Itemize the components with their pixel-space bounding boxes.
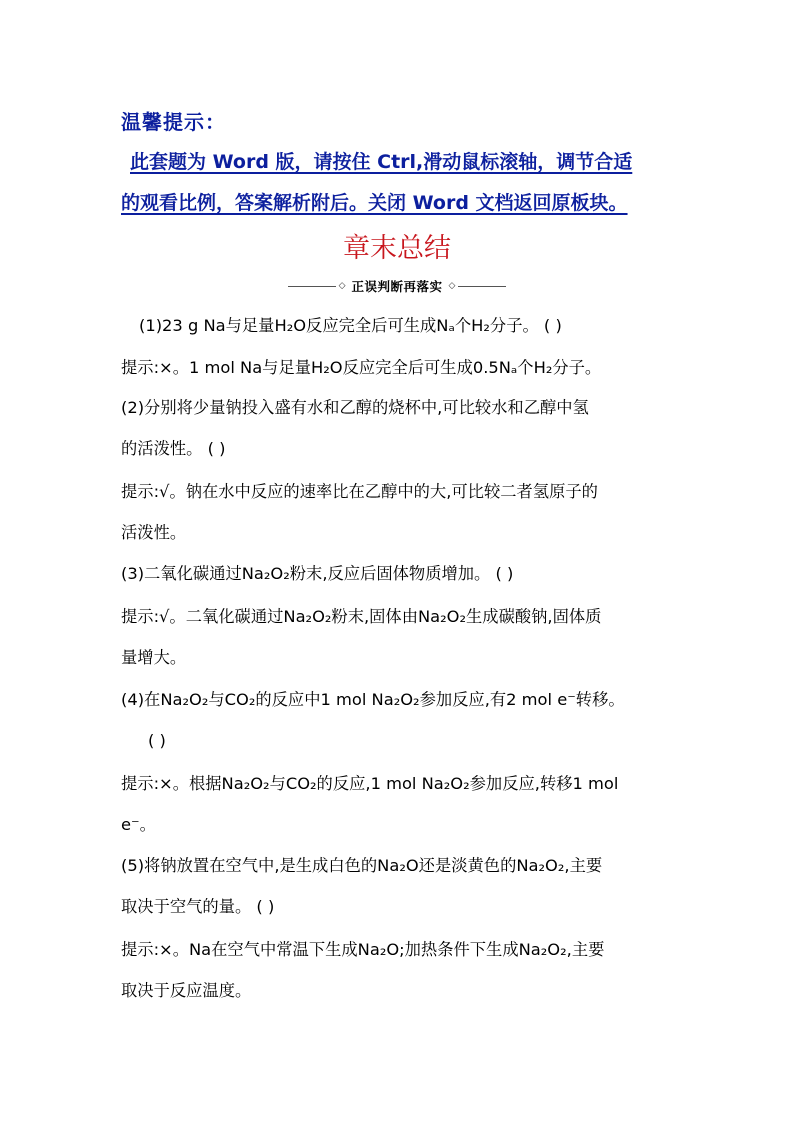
section-banner — [0, 277, 794, 295]
banner-rule-right — [458, 286, 506, 287]
banner-rule-left — [288, 286, 336, 287]
question-2-line-2: 的活泼性。 ( ) — [121, 439, 226, 458]
answer-3-line-1: 提示:√。二氧化碳通过Na₂O₂粉末,固体由Na₂O₂生成碳酸钠,固体质 — [121, 607, 602, 626]
answer-4-line-1: 提示:×。根据Na₂O₂与CO₂的反应,1 mol Na₂O₂参加反应,转移1 mol — [121, 774, 619, 793]
answer-2-line-1: 提示:√。钠在水中反应的速率比在乙醇中的大,可比较二者氢原子的 — [121, 482, 598, 501]
notice-line-1[interactable]: 此套题为 Word 版，请按住 Ctrl,滑动鼠标滚轴，调节合适 — [130, 151, 633, 173]
diamond-icon: ◇ — [448, 281, 456, 291]
question-3: (3)二氧化碳通过Na₂O₂粉末,反应后固体物质增加。 ( ) — [121, 564, 514, 583]
question-5-line-2: 取决于空气的量。 ( ) — [121, 897, 275, 916]
answer-2-line-2: 活泼性。 — [121, 523, 187, 542]
section-banner-label: 正误判断再落实 — [351, 279, 443, 294]
notice-line-2[interactable]: 的观看比例，答案解析附后。关闭 Word 文档返回原板块。 — [121, 192, 628, 214]
chapter-title: 章末总结 — [343, 233, 451, 264]
question-1: (1)23 g Na与足量H₂O反应完全后可生成Nₐ个H₂分子。 ( ) — [139, 316, 562, 335]
question-2-line-1: (2)分别将少量钠投入盛有水和乙醇的烧杯中,可比较水和乙醇中氢 — [121, 398, 589, 417]
answer-5-line-1: 提示:×。Na在空气中常温下生成Na₂O;加热条件下生成Na₂O₂,主要 — [121, 940, 605, 959]
question-4-line-2: ( ) — [148, 731, 166, 750]
answer-3-line-2: 量增大。 — [121, 648, 187, 667]
answer-5-line-2: 取决于反应温度。 — [121, 981, 252, 1000]
diamond-icon: ◇ — [338, 281, 346, 291]
question-4-line-1: (4)在Na₂O₂与CO₂的反应中1 mol Na₂O₂参加反应,有2 mol e⁻转移。 — [121, 690, 625, 709]
notice-heading: 温馨提示： — [121, 110, 226, 134]
answer-1: 提示:×。1 mol Na与足量H₂O反应完全后可生成0.5Nₐ个H₂分子。 — [121, 358, 602, 377]
answer-4-line-2: e⁻。 — [121, 815, 156, 834]
question-5-line-1: (5)将钠放置在空气中,是生成白色的Na₂O还是淡黄色的Na₂O₂,主要 — [121, 856, 603, 875]
